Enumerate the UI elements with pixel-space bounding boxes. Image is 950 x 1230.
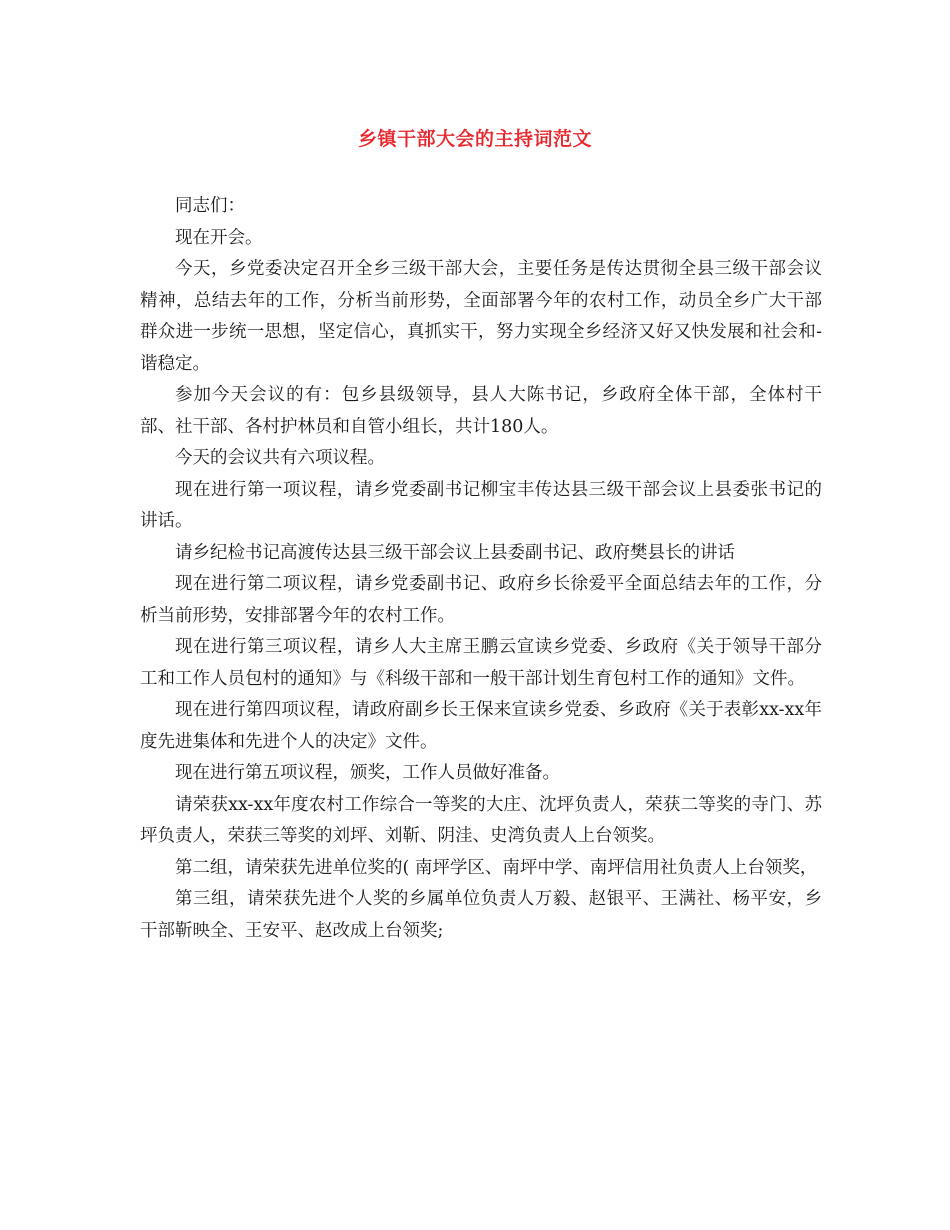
paragraph-agenda-1b: 请乡纪检书记高渡传达县三级干部会议上县委副书记、政府樊县长的讲话 <box>175 542 735 563</box>
paragraph-award-group-2: 第二组，请荣获先进单位奖的( 南坪学区、南坪中学、南坪信用社负责人上台领奖， <box>175 857 818 878</box>
paragraph-opening: 现在开会。 <box>175 227 263 248</box>
paragraph-agenda-1: 现在进行第一项议程，请乡党委副书记柳宝丰传达县三级干部会议上县委张书记的讲话。 <box>140 479 822 531</box>
document-body <box>140 191 822 947</box>
paragraph-agenda-5: 现在进行第五项议程，颁奖，工作人员做好准备。 <box>175 763 560 783</box>
paragraph-award-group-3: 第三组，请荣获先进个人奖的乡属单位负责人万毅、赵银平、王满社、杨平安，乡干部靳映全、王安平、赵改成上台领奖; <box>140 889 822 941</box>
paragraph-agenda-2: 现在进行第二项议程，请乡党委副书记、政府乡长徐爱平全面总结去年的工作，分析当前形势，安排部署今年的农村工作。 <box>140 574 822 626</box>
paragraph-agenda-3: 现在进行第三项议程，请乡人大主席王鹏云宣读乡党委、乡政府《关于领导干部分工和工作人员包村的通知》与《科级干部和一般干部计划生育包村工作的通知》文件。 <box>140 637 822 689</box>
document-title: 乡镇干部大会的主持词范文 <box>357 128 592 150</box>
paragraph-attendees: 参加今天会议的有：包乡县级领导，县人大陈书记，乡政府全体干部，全体村干部、社干部、各村护林员和自管小组长，共计180人。 <box>140 385 822 437</box>
paragraph-purpose: 今天，乡党委决定召开全乡三级干部大会，主要任务是传达贯彻全县三级干部会议精神，总结去年的工作，分析当前形势，全面部署今年的农村工作，动员全乡广大干部群众进一步统一思想，坚定信心，真抓实干，努力实现全乡经济又好又快发展和社会和-谐稳定。 <box>140 259 822 374</box>
paragraph-agenda-4: 现在进行第四项议程，请政府副乡长王保来宣读乡党委、乡政府《关于表彰xx-xx年度先进集体和先进个人的决定》文件。 <box>140 700 822 752</box>
paragraph-greeting: 同志们： <box>175 196 245 216</box>
paragraph-award-group-1: 请荣获xx-xx年度农村工作综合一等奖的大庄、沈坪负责人，荣获二等奖的寺门、苏坪负责人，荣获三等奖的刘坪、刘靳、阴洼、史湾负责人上台领奖。 <box>140 794 822 846</box>
paragraph-agenda-count: 今天的会议共有六项议程。 <box>175 448 385 468</box>
